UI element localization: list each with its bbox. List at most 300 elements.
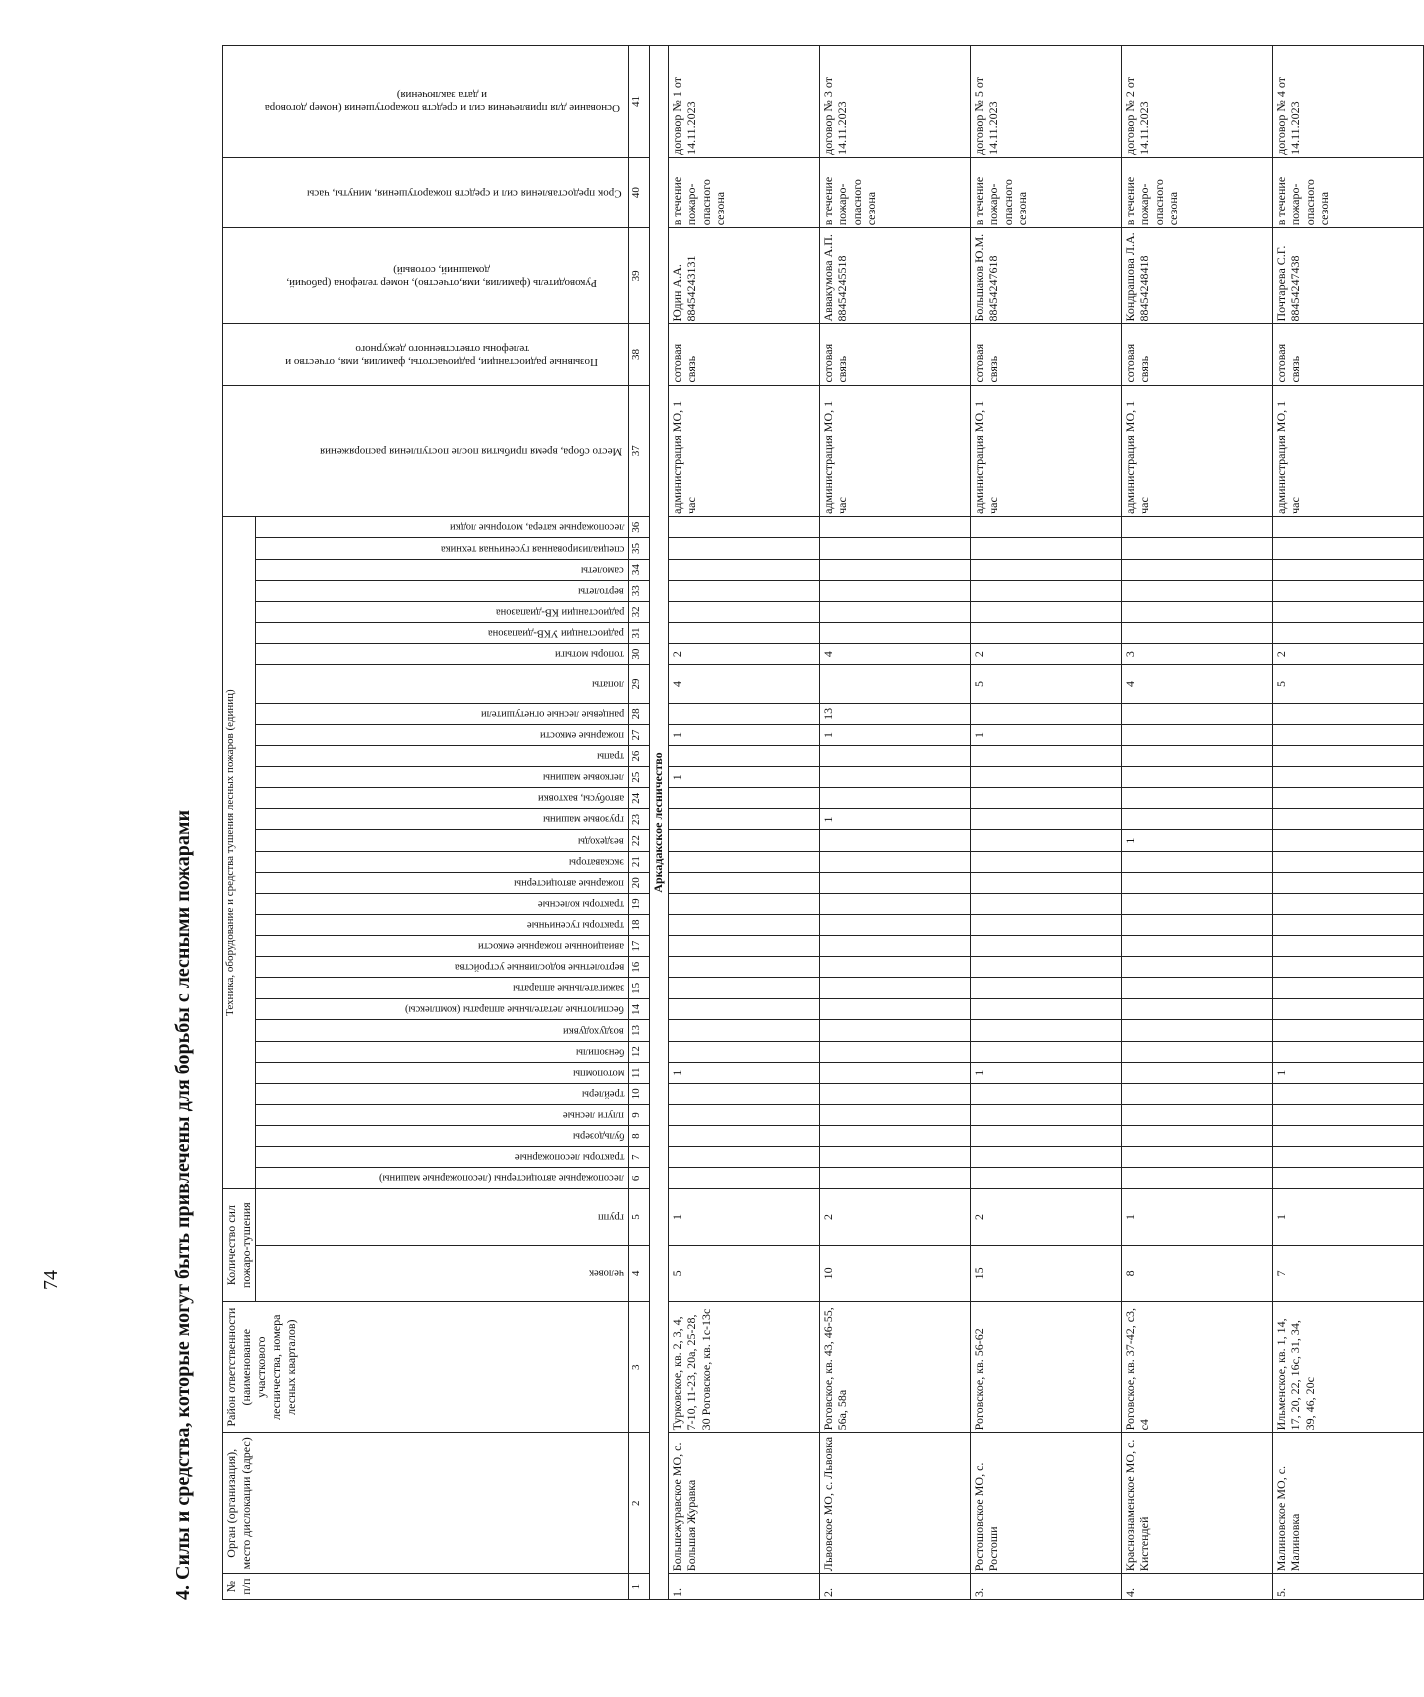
- header-c38: [223, 324, 629, 385]
- row-equipment-22: [669, 830, 820, 851]
- header-c37-text: Место сбора, время прибытия после поступления распоряжения: [319, 445, 622, 458]
- row-equipment-15: [971, 978, 1122, 999]
- column-number-38: 38: [629, 324, 650, 385]
- row-basis: договор № 2 от 14.11.2023: [1122, 46, 1273, 158]
- header-equipment-34: [256, 559, 629, 580]
- header-equipment-9-text: плуги лесные: [563, 1109, 624, 1121]
- column-number-32: 32: [629, 601, 650, 622]
- header-num: № п/п: [223, 1574, 629, 1600]
- row-equipment-11: [1122, 1062, 1273, 1083]
- header-equipment-30: [256, 644, 629, 665]
- row-gather: администрация МО, 1 час: [1122, 385, 1273, 516]
- header-equipment-11-text: мотопомпы: [572, 1067, 624, 1079]
- column-number-21: 21: [629, 851, 650, 872]
- row-equipment-35: [1273, 538, 1424, 559]
- column-number-17: 17: [629, 936, 650, 957]
- header-c40-text: Срок предоставления сил и средств пожаротушения, минуты, часы: [307, 187, 622, 200]
- row-equipment-10: [1273, 1083, 1424, 1104]
- row-radio: сотовая связь: [971, 324, 1122, 385]
- row-basis: договор № 1 от 14.11.2023: [669, 46, 820, 158]
- row-radio: сотовая связь: [1122, 324, 1273, 385]
- row-number: 3.: [971, 1574, 1122, 1600]
- row-equipment-15: [820, 978, 971, 999]
- header-equipment-27: [256, 724, 629, 745]
- row-equipment-35: [820, 538, 971, 559]
- row-equipment-10: [971, 1083, 1122, 1104]
- row-groups: 1: [1273, 1189, 1424, 1245]
- header-c39: [223, 228, 629, 324]
- column-number-31: 31: [629, 622, 650, 643]
- column-number-20: 20: [629, 872, 650, 893]
- row-equipment-7: [971, 1147, 1122, 1168]
- row-equipment-24: [971, 788, 1122, 809]
- row-equipment-23: 1: [820, 809, 971, 830]
- row-equipment-36: [971, 516, 1122, 538]
- header-equipment-17: [256, 936, 629, 957]
- row-groups: 1: [669, 1189, 820, 1245]
- header-c39-text: Руководитель (фамилия, имя,отчество), номер телефона (рабочий, домашний, сотовый): [286, 263, 598, 290]
- row-head: Почтарева С.Г. 88454247438: [1273, 228, 1424, 324]
- row-equipment-9: [669, 1104, 820, 1125]
- row-equipment-21: [1122, 851, 1273, 872]
- column-number-8: 8: [629, 1126, 650, 1147]
- row-equipment-13: [971, 1020, 1122, 1041]
- column-number-22: 22: [629, 830, 650, 851]
- section-row: [650, 46, 669, 1600]
- row-equipment-6: [820, 1168, 971, 1189]
- column-number-13: 13: [629, 1020, 650, 1041]
- row-equipment-11: 1: [971, 1062, 1122, 1083]
- row-equipment-20: [669, 872, 820, 893]
- row-equipment-7: [1122, 1147, 1273, 1168]
- row-equipment-23: [971, 809, 1122, 830]
- header-equipment-10-text: трейлеры: [581, 1088, 624, 1100]
- header-equipment-16-text: вертолетные водосливные устройства: [454, 961, 624, 973]
- header-equipment-6-text: лесопожарные автоцистерны (лесопожарные машины): [379, 1172, 624, 1184]
- header-equipment-21: [256, 851, 629, 872]
- header-equipment-17-text: авиационные пожарные емкости: [478, 940, 624, 952]
- row-equipment-17: [820, 936, 971, 957]
- row-equipment-19: [1273, 893, 1424, 914]
- row-org: Краснознаменское МО, с. Кистендей: [1122, 1433, 1273, 1574]
- row-equipment-27: [1122, 724, 1273, 745]
- row-equipment-6: [1273, 1168, 1424, 1189]
- row-equipment-34: [1273, 559, 1424, 580]
- row-equipment-31: [820, 622, 971, 643]
- column-number-12: 12: [629, 1041, 650, 1062]
- row-equipment-8: [1273, 1126, 1424, 1147]
- row-people: 5: [669, 1245, 820, 1301]
- row-area: Турковское, кв. 2, 3, 4, 7-10, 11-23, 20а, 25-28, 30 Роговское, кв. 1с-13с: [669, 1301, 820, 1432]
- row-equipment-16: [820, 957, 971, 978]
- row-head: Большаков Ю.М. 88454247618: [971, 228, 1122, 324]
- row-equipment-27: 1: [971, 724, 1122, 745]
- row-equipment-29: [820, 665, 971, 704]
- row-equipment-18: [971, 914, 1122, 935]
- row-equipment-29: 5: [1273, 665, 1424, 704]
- row-term: в течение пожаро-опасного сезона: [1122, 157, 1273, 227]
- row-equipment-21: [669, 851, 820, 872]
- row-equipment-28: 13: [820, 703, 971, 724]
- row-org: Львовское МО, с. Львовка: [820, 1433, 971, 1574]
- section-label: Аркадакское лесничество: [650, 46, 669, 1600]
- row-area: Роговское, кв. 56-62: [971, 1301, 1122, 1432]
- row-equipment-20: [820, 872, 971, 893]
- row-equipment-24: [1122, 788, 1273, 809]
- header-equipment-26: [256, 746, 629, 767]
- header-equipment-7-text: тракторы лесопожарные: [514, 1151, 624, 1163]
- row-equipment-33: [669, 580, 820, 601]
- row-equipment-8: [1122, 1126, 1273, 1147]
- row-head: Кондрашова Л.А. 88454248418: [1122, 228, 1273, 324]
- row-org: Большежуравское МО, с. Большая Журавка: [669, 1433, 820, 1574]
- row-equipment-20: [971, 872, 1122, 893]
- column-number-27: 27: [629, 724, 650, 745]
- header-equipment-22-text: вездеходы: [578, 835, 624, 847]
- header-equipment-32-text: радиостанции КВ-диапазона: [495, 606, 624, 618]
- row-equipment-13: [1273, 1020, 1424, 1041]
- row-equipment-15: [669, 978, 820, 999]
- row-equipment-26: [971, 746, 1122, 767]
- header-equipment-31: [256, 622, 629, 643]
- row-equipment-25: [1122, 767, 1273, 788]
- row-equipment-27: 1: [820, 724, 971, 745]
- row-equipment-7: [669, 1147, 820, 1168]
- row-equipment-18: [820, 914, 971, 935]
- header-equipment-36: [256, 516, 629, 538]
- row-equipment-13: [1122, 1020, 1273, 1041]
- header-equipment-24: [256, 788, 629, 809]
- row-equipment-18: [669, 914, 820, 935]
- row-equipment-26: [669, 746, 820, 767]
- row-equipment-12: [1273, 1041, 1424, 1062]
- header-groups-text: групп: [598, 1211, 624, 1223]
- column-number-18: 18: [629, 914, 650, 935]
- header-org: Орган (организация), место дислокации (адрес): [223, 1433, 629, 1574]
- row-equipment-14: [971, 999, 1122, 1020]
- row-equipment-13: [669, 1020, 820, 1041]
- row-equipment-32: [820, 601, 971, 622]
- header-equipment-18: [256, 914, 629, 935]
- row-equipment-24: [669, 788, 820, 809]
- document-title: 4. Силы и средства, которые могут быть привлечены для борьбы с лесными пожарами: [172, 810, 194, 1600]
- row-equipment-33: [971, 580, 1122, 601]
- row-equipment-35: [669, 538, 820, 559]
- header-c41-text: Основание для привлечения сил и средств пожаротушения (номер договора и дата заключения): [264, 89, 620, 115]
- row-equipment-28: [971, 703, 1122, 724]
- row-equipment-8: [971, 1126, 1122, 1147]
- row-org: Малиновское МО, с. Малиновка: [1273, 1433, 1424, 1574]
- row-equipment-31: [1122, 622, 1273, 643]
- row-head: Аввакумова А.П. 88454245518: [820, 228, 971, 324]
- header-equipment-22: [256, 830, 629, 851]
- row-equipment-21: [971, 851, 1122, 872]
- row-equipment-6: [1122, 1168, 1273, 1189]
- row-equipment-30: 2: [669, 644, 820, 665]
- forces-table: [222, 45, 1424, 1600]
- row-equipment-9: [1273, 1104, 1424, 1125]
- header-equipment-13-text: воздуходувки: [563, 1025, 624, 1037]
- row-equipment-34: [1122, 559, 1273, 580]
- column-number-3: 3: [629, 1301, 650, 1432]
- row-equipment-16: [1273, 957, 1424, 978]
- row-equipment-26: [1273, 746, 1424, 767]
- row-equipment-30: 2: [971, 644, 1122, 665]
- row-equipment-23: [669, 809, 820, 830]
- row-equipment-21: [820, 851, 971, 872]
- column-number-23: 23: [629, 809, 650, 830]
- row-equipment-26: [820, 746, 971, 767]
- row-equipment-22: 1: [1122, 830, 1273, 851]
- row-equipment-8: [669, 1126, 820, 1147]
- row-equipment-32: [1122, 601, 1273, 622]
- row-equipment-25: [971, 767, 1122, 788]
- rotated-table-container: [222, 45, 1332, 1600]
- row-equipment-10: [669, 1083, 820, 1104]
- row-head: Юдин А.А. 88454243131: [669, 228, 820, 324]
- row-equipment-14: [1273, 999, 1424, 1020]
- row-people: 10: [820, 1245, 971, 1301]
- row-radio: сотовая связь: [669, 324, 820, 385]
- column-number-35: 35: [629, 538, 650, 559]
- header-equipment-19-text: тракторы колесные: [537, 898, 624, 910]
- header-equipment-12: [256, 1041, 629, 1062]
- header-equipment-31-text: радиостанции УКВ-диапазона: [488, 627, 624, 639]
- row-equipment-16: [669, 957, 820, 978]
- row-equipment-29: 4: [1122, 665, 1273, 704]
- header-equipment-25: [256, 767, 629, 788]
- row-equipment-6: [971, 1168, 1122, 1189]
- row-equipment-22: [820, 830, 971, 851]
- header-equipment-13: [256, 1020, 629, 1041]
- header-groups: [256, 1189, 629, 1245]
- row-equipment-9: [971, 1104, 1122, 1125]
- table-row: [971, 46, 1122, 1600]
- row-equipment-18: [1122, 914, 1273, 935]
- column-number-28: 28: [629, 703, 650, 724]
- row-equipment-12: [971, 1041, 1122, 1062]
- row-area: Роговское, кв. 43, 46-55, 56а, 58а: [820, 1301, 971, 1432]
- row-equipment-17: [1122, 936, 1273, 957]
- row-equipment-11: 1: [669, 1062, 820, 1083]
- row-equipment-15: [1122, 978, 1273, 999]
- column-number-36: 36: [629, 516, 650, 538]
- row-equipment-22: [1273, 830, 1424, 851]
- header-equipment-20-text: пожарные автоцистерны: [514, 877, 624, 889]
- header-c38-text: Позывные радиостанции, радиочастоты, фамилия, имя, отчество и телефоны ответственного дежурного: [285, 342, 599, 368]
- row-equipment-12: [669, 1041, 820, 1062]
- row-radio: сотовая связь: [1273, 324, 1424, 385]
- row-equipment-22: [971, 830, 1122, 851]
- row-equipment-30: 4: [820, 644, 971, 665]
- column-number-5: 5: [629, 1189, 650, 1245]
- row-equipment-9: [820, 1104, 971, 1125]
- row-equipment-19: [669, 893, 820, 914]
- row-groups: 1: [1122, 1189, 1273, 1245]
- column-number-33: 33: [629, 580, 650, 601]
- header-equipment-34-text: самолеты: [581, 564, 624, 576]
- header-equipment-28: [256, 703, 629, 724]
- header-equipment-25-text: легковые машины: [543, 771, 624, 783]
- column-number-11: 11: [629, 1062, 650, 1083]
- row-equipment-7: [820, 1147, 971, 1168]
- row-equipment-10: [820, 1083, 971, 1104]
- header-equipment-35-text: специализированная гусеничная техника: [440, 543, 624, 555]
- row-equipment-16: [971, 957, 1122, 978]
- row-area: Ильменское, кв. 1, 14, 17, 20, 22, 16с, 31, 34, 39, 46, 20с: [1273, 1301, 1424, 1432]
- header-equipment-6: [256, 1168, 629, 1189]
- row-equipment-32: [1273, 601, 1424, 622]
- row-equipment-8: [820, 1126, 971, 1147]
- row-equipment-32: [669, 601, 820, 622]
- column-number-34: 34: [629, 559, 650, 580]
- row-equipment-32: [971, 601, 1122, 622]
- row-equipment-33: [1122, 580, 1273, 601]
- header-equipment-24-text: автобусы, вахтовки: [537, 792, 624, 804]
- column-number-30: 30: [629, 644, 650, 665]
- row-number: 4.: [1122, 1574, 1273, 1600]
- column-number-19: 19: [629, 893, 650, 914]
- row-equipment-25: 1: [669, 767, 820, 788]
- row-equipment-17: [1273, 936, 1424, 957]
- header-equipment-14: [256, 999, 629, 1020]
- page-number: 74: [40, 1270, 62, 1290]
- row-equipment-15: [1273, 978, 1424, 999]
- row-equipment-28: [1122, 703, 1273, 724]
- header-equipment-32: [256, 601, 629, 622]
- row-equipment-30: 2: [1273, 644, 1424, 665]
- header-equipment-29: [256, 665, 629, 704]
- row-basis: договор № 5 от 14.11.2023: [971, 46, 1122, 158]
- header-equipment-19: [256, 893, 629, 914]
- row-equipment-28: [669, 703, 820, 724]
- row-equipment-30: 3: [1122, 644, 1273, 665]
- header-c40: [223, 157, 629, 227]
- row-radio: сотовая связь: [820, 324, 971, 385]
- row-equipment-19: [820, 893, 971, 914]
- table-row: [669, 46, 820, 1600]
- row-equipment-33: [1273, 580, 1424, 601]
- row-equipment-17: [971, 936, 1122, 957]
- row-equipment-31: [1273, 622, 1424, 643]
- header-equipment-35: [256, 538, 629, 559]
- row-equipment-27: [1273, 724, 1424, 745]
- header-equipment-15: [256, 978, 629, 999]
- row-equipment-28: [1273, 703, 1424, 724]
- column-number-7: 7: [629, 1147, 650, 1168]
- header-equipment-26-text: трапы: [596, 750, 624, 762]
- column-number-24: 24: [629, 788, 650, 809]
- row-equipment-24: [1273, 788, 1424, 809]
- column-number-6: 6: [629, 1168, 650, 1189]
- column-number-9: 9: [629, 1104, 650, 1125]
- header-equipment-23: [256, 809, 629, 830]
- row-equipment-19: [1122, 893, 1273, 914]
- column-number-39: 39: [629, 228, 650, 324]
- row-equipment-12: [820, 1041, 971, 1062]
- column-number-29: 29: [629, 665, 650, 704]
- row-groups: 2: [971, 1189, 1122, 1245]
- header-area: Район ответственности (наименование участкового лесничества, номера лесных кварталов): [223, 1301, 629, 1432]
- row-equipment-14: [1122, 999, 1273, 1020]
- row-gather: администрация МО, 1 час: [1273, 385, 1424, 516]
- row-basis: договор № 3 от 14.11.2023: [820, 46, 971, 158]
- header-equipment-28-text: ранцевые лесные огнетушители: [480, 708, 624, 720]
- header-equipment-21-text: экскаваторы: [569, 856, 624, 868]
- header-equipment-7: [256, 1147, 629, 1168]
- header-equipment-29-text: лопаты: [591, 678, 624, 690]
- row-equipment-31: [669, 622, 820, 643]
- row-equipment-12: [1122, 1041, 1273, 1062]
- row-number: 2.: [820, 1574, 971, 1600]
- row-equipment-17: [669, 936, 820, 957]
- row-equipment-36: [1273, 516, 1424, 538]
- row-equipment-20: [1273, 872, 1424, 893]
- header-forces: Количество сил пожаро-тушения: [223, 1189, 256, 1302]
- row-equipment-27: 1: [669, 724, 820, 745]
- header-equipment-12-text: бензопилы: [575, 1046, 624, 1058]
- header-row-1: [223, 46, 256, 1600]
- header-equipment-27-text: пожарные емкости: [540, 729, 624, 741]
- row-equipment-34: [820, 559, 971, 580]
- header-equipment-20: [256, 872, 629, 893]
- header-equipment-8-text: бульдозеры: [572, 1130, 624, 1142]
- row-equipment-11: [820, 1062, 971, 1083]
- row-equipment-11: 1: [1273, 1062, 1424, 1083]
- row-term: в течение пожаро-опасного сезона: [971, 157, 1122, 227]
- column-number-row: [629, 46, 650, 1600]
- header-c37: [223, 385, 629, 516]
- row-equipment-10: [1122, 1083, 1273, 1104]
- header-equipment-8: [256, 1126, 629, 1147]
- row-number: 5.: [1273, 1574, 1424, 1600]
- header-equipment-30-text: топоры мотыги: [555, 648, 624, 660]
- row-equipment-14: [669, 999, 820, 1020]
- row-equipment-34: [971, 559, 1122, 580]
- header-equipment-10: [256, 1083, 629, 1104]
- column-number-14: 14: [629, 999, 650, 1020]
- row-equipment-19: [971, 893, 1122, 914]
- column-number-41: 41: [629, 46, 650, 158]
- row-equipment-29: 4: [669, 665, 820, 704]
- row-equipment-29: 5: [971, 665, 1122, 704]
- row-equipment-20: [1122, 872, 1273, 893]
- table-row: [1273, 46, 1424, 1600]
- row-equipment-35: [971, 538, 1122, 559]
- header-equipment-18-text: тракторы гусеничные: [526, 919, 624, 931]
- header-equipment-33-text: вертолеты: [578, 585, 624, 597]
- row-org: Ростошовское МО, с. Ростоши: [971, 1433, 1122, 1574]
- row-groups: 2: [820, 1189, 971, 1245]
- row-number: 1.: [669, 1574, 820, 1600]
- row-gather: администрация МО, 1 час: [820, 385, 971, 516]
- row-people: 8: [1122, 1245, 1273, 1301]
- row-gather: администрация МО, 1 час: [669, 385, 820, 516]
- row-equipment-21: [1273, 851, 1424, 872]
- header-equipment-16: [256, 957, 629, 978]
- row-equipment-24: [820, 788, 971, 809]
- row-term: в течение пожаро-опасного сезона: [820, 157, 971, 227]
- header-equipment-23-text: грузовые машины: [543, 813, 624, 825]
- column-number-2: 2: [629, 1433, 650, 1574]
- row-equipment-25: [1273, 767, 1424, 788]
- row-equipment-18: [1273, 914, 1424, 935]
- table-row: [820, 46, 971, 1600]
- row-equipment-25: [820, 767, 971, 788]
- row-term: в течение пожаро-опасного сезона: [669, 157, 820, 227]
- column-number-25: 25: [629, 767, 650, 788]
- row-people: 7: [1273, 1245, 1424, 1301]
